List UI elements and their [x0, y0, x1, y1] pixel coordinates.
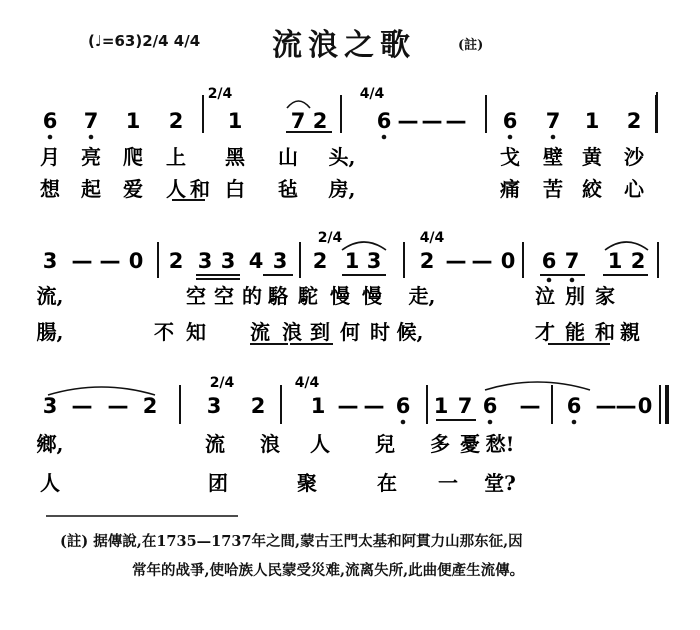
time-signature: 2/4 — [209, 375, 235, 391]
title-note-mark: (註) — [458, 38, 484, 53]
lyric: 空 — [186, 284, 206, 308]
lyric: 流, — [36, 284, 64, 308]
note: 1 — [433, 394, 449, 418]
lower-octave-dot — [551, 135, 556, 140]
lyric: 才 — [535, 320, 555, 344]
note: 3 — [366, 249, 382, 273]
lyric: 苦 — [543, 177, 563, 201]
note: 6 — [395, 394, 411, 418]
note: 6 — [566, 394, 582, 418]
lyric: 心 — [624, 177, 644, 201]
note: 1 — [584, 109, 600, 133]
note: 3 — [42, 394, 58, 418]
time-signature: 4/4 — [294, 375, 320, 391]
lyric: 和 — [595, 320, 615, 344]
lyric: 走, — [408, 284, 436, 308]
lyric: 黄 — [582, 145, 602, 169]
note: 3 — [272, 249, 288, 273]
lyric: 房, — [328, 177, 356, 201]
note: 6 — [376, 109, 392, 133]
lyric: 泣 — [535, 284, 555, 308]
meter: 2/4 4/4 — [142, 32, 201, 50]
lyric: 时 — [370, 320, 390, 344]
lyric: 聚 — [297, 471, 317, 495]
lower-octave-dot — [572, 420, 577, 425]
lyric: 親 — [620, 320, 640, 344]
lyric: 愁! — [485, 432, 515, 456]
lower-octave-dot — [508, 135, 513, 140]
footnote-line-1: (註) 据傳說,在1735—1737年之間,蒙古王門太基和阿貫力山那东征,因 — [60, 533, 523, 550]
lower-octave-dot — [89, 135, 94, 140]
lyric: 壁 — [543, 145, 563, 169]
time-signature: 4/4 — [419, 230, 445, 246]
note: 1 — [310, 394, 326, 418]
note: 6 — [541, 249, 557, 273]
lower-octave-dot — [488, 420, 493, 425]
lyric: 駱 — [268, 284, 288, 308]
lyric: 人 — [40, 471, 60, 495]
note: — — [471, 249, 493, 273]
lyric: 爬 — [123, 145, 143, 169]
lyric: 堂? — [484, 471, 516, 495]
lyric: 在 — [377, 471, 397, 495]
lyric: 流 — [250, 320, 270, 344]
lyric: 能 — [565, 320, 585, 344]
note: — — [445, 109, 467, 133]
slur — [48, 387, 155, 395]
note: 0 — [128, 249, 144, 273]
lyric: 鄉, — [36, 432, 64, 456]
lyric: 知 — [186, 320, 206, 344]
lyric: 的 — [242, 284, 262, 308]
lyric: 別 — [565, 284, 585, 308]
lyric: 头, — [328, 145, 356, 169]
note: 2 — [142, 394, 158, 418]
lyric: 沙 — [624, 145, 644, 169]
lyric: 痛 — [500, 177, 520, 201]
note: 1 — [125, 109, 141, 133]
note: 3 — [197, 249, 213, 273]
lyric: 家 — [595, 284, 615, 308]
lyric: 黑 — [225, 145, 245, 169]
lyric: 白 — [225, 177, 245, 201]
note: — — [71, 394, 93, 418]
lyric: 上 — [166, 145, 186, 169]
lyric: 何 — [340, 320, 360, 344]
lyric: 山 — [278, 145, 298, 169]
note: — — [337, 394, 359, 418]
lyric: 不 — [154, 320, 174, 344]
note: 2 — [250, 394, 266, 418]
note: 1 — [227, 109, 243, 133]
note: 2 — [168, 249, 184, 273]
note: 3 — [42, 249, 58, 273]
lower-octave-dot — [401, 420, 406, 425]
note: 3 — [206, 394, 222, 418]
note: — — [595, 394, 617, 418]
lower-octave-dot — [570, 278, 575, 283]
lyric: 人 — [166, 177, 186, 201]
time-signature: 2/4 — [207, 86, 233, 102]
lyric: 毡 — [278, 177, 298, 201]
note: 4 — [248, 249, 264, 273]
lyric: 憂 — [460, 432, 480, 456]
note: 2 — [630, 249, 646, 273]
lower-octave-dot — [382, 135, 387, 140]
note: — — [519, 394, 541, 418]
note: 0 — [637, 394, 653, 418]
lower-octave-dot — [547, 278, 552, 283]
note: 7 — [290, 109, 306, 133]
note: 2 — [626, 109, 642, 133]
lyric: 浪 — [260, 432, 280, 456]
lyric: 人 — [310, 432, 330, 456]
note: 7 — [564, 249, 580, 273]
note: 1 — [607, 249, 623, 273]
note: 6 — [482, 394, 498, 418]
lyric: 腸, — [36, 320, 64, 344]
note: — — [71, 249, 93, 273]
note: 6 — [502, 109, 518, 133]
slur — [287, 101, 310, 108]
lyric: 一 — [438, 471, 458, 495]
song-title: 流浪之歌 — [272, 28, 416, 63]
time-signature: 2/4 — [317, 230, 343, 246]
footnote-line-2: 常年的战爭,使哈族人民蒙受災难,流离失所,此曲便產生流傳。 — [132, 562, 525, 579]
slur — [485, 382, 590, 390]
time-signature: 4/4 — [359, 86, 385, 102]
lyric: 月 — [40, 145, 60, 169]
note: — — [363, 394, 385, 418]
note: — — [421, 109, 443, 133]
lyric: 駝 — [298, 284, 318, 308]
lyric: 亮 — [81, 145, 101, 169]
lyric: 多 — [430, 432, 450, 456]
note: 2 — [168, 109, 184, 133]
note: 1 — [344, 249, 360, 273]
lyric: 絞 — [582, 177, 602, 201]
note: — — [99, 249, 121, 273]
lower-octave-dot — [48, 135, 53, 140]
note: — — [445, 249, 467, 273]
lyric: 兒 — [375, 432, 395, 456]
lyric: 和 — [190, 177, 210, 201]
lyric: 想 — [40, 177, 60, 201]
note: 0 — [500, 249, 516, 273]
note: — — [107, 394, 129, 418]
note: 2 — [419, 249, 435, 273]
note: 7 — [83, 109, 99, 133]
tempo: (♩=63) — [88, 32, 143, 50]
lyric: 空 — [214, 284, 234, 308]
lyric: 流 — [205, 432, 225, 456]
note: — — [397, 109, 419, 133]
note: 7 — [457, 394, 473, 418]
lyric: 团 — [208, 471, 228, 495]
lyric: 慢 — [330, 284, 350, 308]
lyric: 爱 — [123, 177, 143, 201]
lyric: 慢 — [362, 284, 382, 308]
lyric: 起 — [81, 177, 101, 201]
notes-layer — [37, 86, 653, 495]
note: 6 — [42, 109, 58, 133]
note: 2 — [312, 109, 328, 133]
lyric: 候, — [396, 320, 424, 344]
note: 2 — [312, 249, 328, 273]
note: 3 — [220, 249, 236, 273]
lyric: 浪 — [282, 320, 302, 344]
lyric: 到 — [310, 320, 330, 344]
note: — — [615, 394, 637, 418]
lyric: 戈 — [500, 145, 520, 169]
note: 7 — [545, 109, 561, 133]
